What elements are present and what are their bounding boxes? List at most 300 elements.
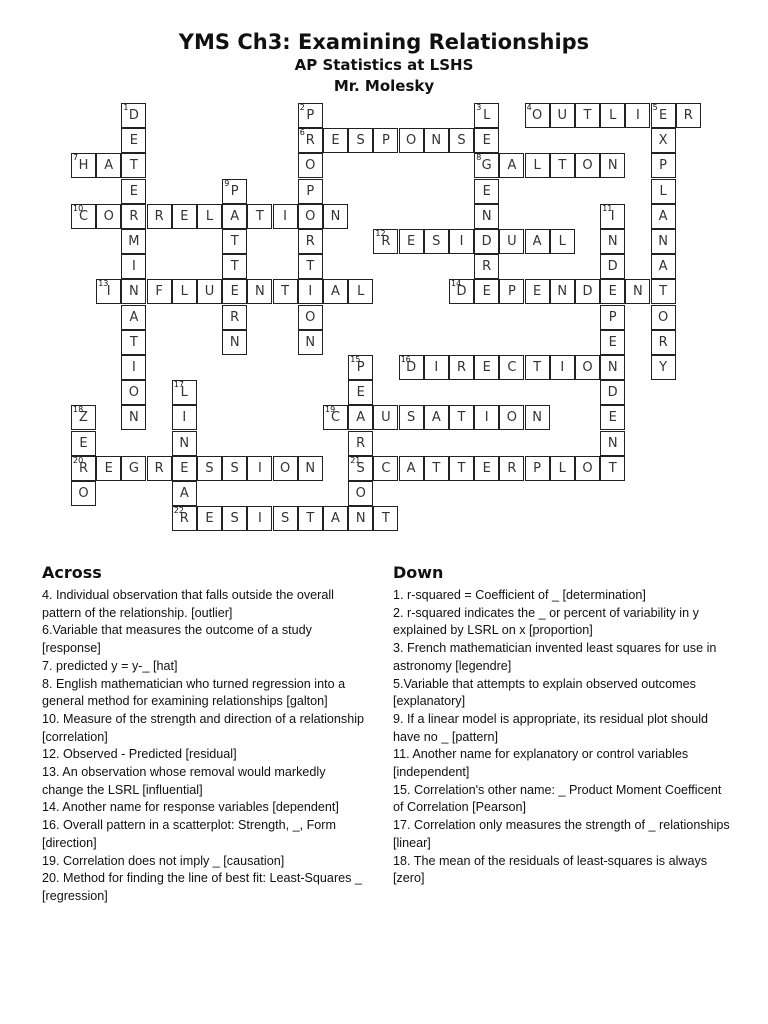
clue-number: 21 bbox=[350, 455, 361, 465]
clue-number: 14 bbox=[451, 279, 462, 289]
cell-letter: O bbox=[405, 133, 417, 149]
cell-letter: L bbox=[558, 234, 566, 249]
grid-cell[interactable] bbox=[298, 128, 323, 153]
cell-letter: L bbox=[205, 208, 214, 224]
grid-cell[interactable] bbox=[348, 380, 373, 405]
grid-cell[interactable] bbox=[373, 456, 398, 481]
cell-letter: U bbox=[557, 108, 568, 123]
grid-cell[interactable] bbox=[399, 128, 424, 153]
down-clue: 5.Variable that attempts to explain observed outcomes [explanatory] bbox=[393, 676, 696, 709]
across-clue: 14. Another name for response variables [dependent] bbox=[42, 800, 339, 815]
grid-cell[interactable] bbox=[525, 103, 550, 128]
grid-cell[interactable] bbox=[298, 229, 323, 254]
cell-letter: L bbox=[558, 460, 566, 476]
cell-letter: P bbox=[306, 108, 315, 123]
cell-letter: E bbox=[482, 183, 491, 199]
grid-cell[interactable] bbox=[525, 355, 550, 380]
grid-cell[interactable] bbox=[222, 179, 247, 204]
cell-letter: S bbox=[406, 410, 416, 426]
cell-letter: L bbox=[180, 385, 188, 401]
cell-letter: A bbox=[431, 410, 441, 426]
grid-cell[interactable] bbox=[550, 355, 575, 380]
grid-cell[interactable] bbox=[600, 204, 625, 229]
teacher-name: Mr. Molesky bbox=[333, 77, 435, 95]
page-title: YMS Ch3: Examining Relationships bbox=[178, 30, 590, 54]
clue-number: 1 bbox=[123, 103, 129, 112]
grid-cell[interactable] bbox=[600, 431, 625, 456]
grid-cell[interactable] bbox=[172, 431, 197, 456]
grid-cell[interactable] bbox=[600, 405, 625, 430]
clue-number: 6 bbox=[299, 128, 305, 138]
cell-letter: N bbox=[330, 208, 341, 224]
cell-letter: O bbox=[305, 309, 316, 325]
cell-letter: L bbox=[357, 284, 365, 300]
grid-cell[interactable] bbox=[449, 128, 474, 153]
grid-cell[interactable] bbox=[71, 456, 96, 481]
grid-cell[interactable] bbox=[474, 128, 499, 153]
cell-letter: E bbox=[230, 284, 239, 300]
grid-cell[interactable] bbox=[651, 179, 676, 204]
grid-cell[interactable] bbox=[525, 229, 550, 254]
grid-cell[interactable] bbox=[172, 380, 197, 405]
cell-letter: A bbox=[331, 284, 340, 300]
cell-letter: R bbox=[129, 208, 139, 224]
cell-letter: S bbox=[230, 460, 239, 476]
cell-letter: N bbox=[481, 208, 492, 224]
grid-cell[interactable] bbox=[197, 279, 222, 304]
grid-cell[interactable] bbox=[121, 153, 146, 178]
grid-cell[interactable] bbox=[121, 229, 146, 254]
grid-cell[interactable] bbox=[121, 204, 146, 229]
cell-letter: S bbox=[356, 133, 365, 149]
cell-letter: I bbox=[106, 284, 111, 300]
grid-cell[interactable] bbox=[298, 204, 323, 229]
grid-cell[interactable] bbox=[222, 229, 247, 254]
grid-cell[interactable] bbox=[575, 279, 600, 304]
clue-number: 10 bbox=[73, 203, 84, 213]
grid-cell[interactable] bbox=[247, 456, 272, 481]
grid-cell[interactable] bbox=[373, 229, 398, 254]
grid-cell[interactable] bbox=[575, 103, 600, 128]
grid-cell[interactable] bbox=[121, 279, 146, 304]
cell-letter: O bbox=[355, 486, 366, 501]
grid-cell[interactable] bbox=[298, 179, 323, 204]
grid-cell[interactable] bbox=[121, 380, 146, 405]
grid-cell[interactable] bbox=[298, 506, 323, 531]
grid-cell[interactable] bbox=[399, 456, 424, 481]
cell-letter: R bbox=[482, 259, 492, 275]
cell-letter: N bbox=[305, 334, 316, 350]
grid-cell[interactable] bbox=[71, 481, 96, 506]
grid-cell[interactable] bbox=[323, 506, 348, 531]
grid-cell[interactable] bbox=[298, 103, 323, 128]
grid-cell[interactable] bbox=[575, 153, 600, 178]
clue-number: 13 bbox=[98, 279, 109, 289]
cell-letter: S bbox=[457, 133, 466, 149]
cell-letter: P bbox=[230, 183, 239, 199]
grid-cell[interactable] bbox=[676, 103, 701, 128]
grid-cell[interactable] bbox=[474, 103, 499, 128]
grid-cell[interactable] bbox=[449, 279, 474, 304]
grid-cell[interactable] bbox=[373, 128, 398, 153]
cell-letter: L bbox=[483, 108, 491, 123]
grid-cell[interactable] bbox=[348, 506, 373, 531]
grid-cell[interactable] bbox=[172, 204, 197, 229]
grid-cell[interactable] bbox=[197, 204, 222, 229]
clue-number: 2 bbox=[299, 103, 305, 112]
grid-cell[interactable] bbox=[71, 431, 96, 456]
grid-cell[interactable] bbox=[449, 405, 474, 430]
clue-number: 18 bbox=[73, 405, 84, 415]
cell-letter: I bbox=[484, 410, 489, 426]
grid-cell[interactable] bbox=[625, 279, 650, 304]
grid-cell[interactable] bbox=[651, 355, 676, 380]
cell-letter: X bbox=[658, 133, 668, 149]
grid-cell[interactable] bbox=[651, 204, 676, 229]
grid-cell[interactable] bbox=[96, 153, 121, 178]
grid-cell[interactable] bbox=[651, 254, 676, 279]
cell-letter: T bbox=[381, 511, 390, 527]
grid-cell[interactable] bbox=[651, 153, 676, 178]
cell-letter: I bbox=[610, 208, 615, 224]
across-clue: 20. Method for finding the line of best fit: Least-Squares _ [regression] bbox=[42, 871, 362, 903]
grid-cell[interactable] bbox=[600, 254, 625, 279]
cell-letter: E bbox=[205, 511, 214, 527]
cell-letter: C bbox=[507, 360, 517, 375]
cell-letter: E bbox=[180, 208, 189, 224]
grid-cell[interactable] bbox=[474, 456, 499, 481]
cell-letter: P bbox=[659, 158, 668, 174]
grid-cell[interactable] bbox=[197, 456, 222, 481]
grid-cell[interactable] bbox=[298, 153, 323, 178]
grid-cell[interactable] bbox=[147, 279, 172, 304]
grid-cell[interactable] bbox=[449, 355, 474, 380]
grid-cell[interactable] bbox=[96, 279, 121, 304]
cell-letter: T bbox=[432, 460, 441, 476]
grid-cell[interactable] bbox=[222, 456, 247, 481]
across-clue: 19. Correlation does not imply _ [causation] bbox=[42, 853, 285, 868]
cell-letter: S bbox=[280, 511, 290, 527]
cell-letter: R bbox=[230, 309, 240, 325]
grid-cell[interactable] bbox=[373, 506, 398, 531]
grid-cell[interactable] bbox=[550, 103, 575, 128]
grid-cell[interactable] bbox=[525, 153, 550, 178]
cell-letter: I bbox=[434, 360, 439, 375]
cell-letter: N bbox=[229, 334, 240, 350]
cell-letter: A bbox=[129, 309, 139, 325]
down-clue: 1. r-squared = Coefficient of _ [determination] bbox=[393, 588, 646, 602]
grid-cell[interactable] bbox=[197, 506, 222, 531]
grid-cell[interactable] bbox=[273, 456, 298, 481]
grid-cell[interactable] bbox=[222, 254, 247, 279]
grid-cell[interactable] bbox=[499, 456, 524, 481]
clue-number: 16 bbox=[400, 355, 411, 364]
grid-cell[interactable] bbox=[525, 405, 550, 430]
cell-letter: I bbox=[635, 108, 640, 123]
grid-cell[interactable] bbox=[348, 279, 373, 304]
grid-cell[interactable] bbox=[172, 279, 197, 304]
cell-letter: O bbox=[582, 360, 593, 375]
cell-letter: Y bbox=[659, 360, 668, 375]
grid-cell[interactable] bbox=[651, 305, 676, 330]
grid-cell[interactable] bbox=[121, 179, 146, 204]
cell-letter: S bbox=[205, 460, 214, 476]
cell-letter: O bbox=[305, 158, 316, 174]
cell-letter: L bbox=[533, 158, 541, 174]
grid-cell[interactable] bbox=[172, 456, 197, 481]
grid-cell[interactable] bbox=[575, 355, 600, 380]
grid-cell[interactable] bbox=[424, 229, 449, 254]
cell-letter: R bbox=[78, 460, 89, 476]
grid-cell[interactable] bbox=[600, 103, 625, 128]
grid-cell[interactable] bbox=[247, 506, 272, 531]
grid-cell[interactable] bbox=[499, 355, 524, 380]
cell-letter: I bbox=[257, 511, 262, 527]
grid-cell[interactable] bbox=[222, 330, 247, 355]
grid-cell[interactable] bbox=[147, 204, 172, 229]
down-clue: 2. r-squared indicates the _ or percent of variability in y explained by LSRL on x [proportion] bbox=[393, 605, 699, 638]
cell-letter: P bbox=[533, 460, 542, 476]
grid-cell[interactable] bbox=[525, 456, 550, 481]
cell-letter: A bbox=[658, 208, 668, 224]
grid-cell[interactable] bbox=[600, 305, 625, 330]
cell-letter: R bbox=[154, 460, 164, 476]
grid-cell[interactable] bbox=[298, 305, 323, 330]
cell-letter: L bbox=[659, 183, 667, 199]
grid-cell[interactable] bbox=[550, 229, 575, 254]
grid-cell[interactable] bbox=[600, 355, 625, 380]
grid-cell[interactable] bbox=[474, 279, 499, 304]
grid-cell[interactable] bbox=[121, 355, 146, 380]
grid-cell[interactable] bbox=[499, 153, 524, 178]
grid-cell[interactable] bbox=[499, 229, 524, 254]
grid-cell[interactable] bbox=[625, 103, 650, 128]
grid-cell[interactable] bbox=[525, 279, 550, 304]
clue-number: 20 bbox=[73, 455, 84, 465]
cell-letter: N bbox=[255, 284, 265, 300]
grid-cell[interactable] bbox=[348, 355, 373, 380]
cell-letter: R bbox=[305, 234, 315, 249]
grid-cell[interactable] bbox=[71, 153, 96, 178]
cell-letter: N bbox=[607, 158, 618, 174]
cell-letter: N bbox=[658, 234, 668, 249]
grid-cell[interactable] bbox=[121, 456, 146, 481]
grid-cell[interactable] bbox=[399, 355, 424, 380]
grid-cell[interactable] bbox=[172, 506, 197, 531]
grid-cell[interactable] bbox=[651, 330, 676, 355]
cell-letter: P bbox=[356, 360, 365, 375]
grid-cell[interactable] bbox=[600, 380, 625, 405]
grid-cell[interactable] bbox=[348, 128, 373, 153]
cell-letter: R bbox=[305, 133, 315, 149]
across-clue-list bbox=[42, 587, 368, 906]
cell-letter: E bbox=[79, 435, 88, 451]
grid-cell[interactable] bbox=[600, 279, 625, 304]
grid-cell[interactable] bbox=[474, 254, 499, 279]
cell-letter: T bbox=[608, 460, 617, 476]
grid-cell[interactable] bbox=[651, 229, 676, 254]
grid-cell[interactable] bbox=[424, 456, 449, 481]
grid-cell[interactable] bbox=[348, 456, 373, 481]
cell-letter: L bbox=[180, 284, 188, 300]
cell-letter: T bbox=[659, 284, 668, 300]
cell-letter: N bbox=[557, 284, 568, 300]
grid-cell[interactable] bbox=[550, 279, 575, 304]
cell-letter: A bbox=[356, 410, 366, 426]
cell-letter: T bbox=[457, 460, 466, 476]
cell-letter: O bbox=[103, 208, 114, 224]
grid-cell[interactable] bbox=[651, 279, 676, 304]
cell-letter: T bbox=[558, 158, 567, 174]
grid-cell[interactable] bbox=[474, 405, 499, 430]
grid-cell[interactable] bbox=[323, 405, 348, 430]
cell-letter: R bbox=[356, 435, 366, 451]
grid-cell[interactable] bbox=[348, 431, 373, 456]
grid-cell[interactable] bbox=[449, 229, 474, 254]
cell-letter: E bbox=[482, 460, 491, 476]
cell-letter: I bbox=[283, 208, 288, 224]
grid-cell[interactable] bbox=[575, 456, 600, 481]
grid-cell[interactable] bbox=[121, 103, 146, 128]
grid-cell[interactable] bbox=[298, 456, 323, 481]
grid-cell[interactable] bbox=[121, 405, 146, 430]
clue-number: 15 bbox=[350, 355, 361, 364]
grid-cell[interactable] bbox=[348, 481, 373, 506]
grid-cell[interactable] bbox=[499, 279, 524, 304]
across-clues bbox=[42, 563, 368, 906]
cell-letter: U bbox=[204, 284, 215, 300]
grid-cell[interactable] bbox=[600, 153, 625, 178]
grid-cell[interactable] bbox=[323, 204, 348, 229]
cell-letter: O bbox=[582, 158, 593, 174]
across-clue: 13. An observation whose removal would markedly change the LSRL [influential] bbox=[42, 765, 326, 797]
grid-cell[interactable] bbox=[474, 153, 499, 178]
grid-cell[interactable] bbox=[424, 355, 449, 380]
cell-letter: I bbox=[308, 284, 313, 300]
cell-letter: P bbox=[381, 133, 390, 149]
down-clue: 11. Another name for explanatory or control variables [independent] bbox=[393, 747, 689, 780]
grid-cell[interactable] bbox=[96, 204, 121, 229]
cell-letter: D bbox=[607, 385, 618, 401]
cell-letter: S bbox=[230, 511, 239, 527]
down-clue-list bbox=[393, 587, 731, 888]
cell-letter: P bbox=[608, 309, 617, 325]
grid-cell[interactable] bbox=[121, 254, 146, 279]
grid-cell[interactable] bbox=[323, 279, 348, 304]
grid-cell[interactable] bbox=[71, 405, 96, 430]
grid-cell[interactable] bbox=[222, 506, 247, 531]
grid-cell[interactable] bbox=[222, 305, 247, 330]
grid-cell[interactable] bbox=[651, 103, 676, 128]
cell-letter: T bbox=[230, 259, 239, 275]
grid-cell[interactable] bbox=[96, 456, 121, 481]
grid-cell[interactable] bbox=[323, 128, 348, 153]
grid-cell[interactable] bbox=[550, 153, 575, 178]
grid-cell[interactable] bbox=[273, 204, 298, 229]
cell-letter: T bbox=[533, 360, 542, 375]
cell-letter: O bbox=[506, 410, 517, 426]
cell-letter: M bbox=[128, 234, 140, 249]
grid-cell[interactable] bbox=[550, 456, 575, 481]
grid-cell[interactable] bbox=[424, 128, 449, 153]
grid-cell[interactable] bbox=[298, 330, 323, 355]
grid-cell[interactable] bbox=[71, 204, 96, 229]
clue-number: 8 bbox=[476, 153, 482, 163]
grid-cell[interactable] bbox=[651, 128, 676, 153]
cell-letter: E bbox=[482, 284, 491, 300]
cell-letter: I bbox=[257, 460, 262, 476]
grid-cell[interactable] bbox=[424, 405, 449, 430]
grid-cell[interactable] bbox=[121, 305, 146, 330]
grid-cell[interactable] bbox=[399, 229, 424, 254]
cell-letter: I bbox=[560, 360, 565, 375]
grid-cell[interactable] bbox=[172, 481, 197, 506]
grid-cell[interactable] bbox=[449, 456, 474, 481]
cell-letter: P bbox=[507, 284, 516, 300]
grid-cell[interactable] bbox=[600, 330, 625, 355]
grid-cell[interactable] bbox=[474, 355, 499, 380]
cell-letter: E bbox=[482, 133, 491, 149]
cell-letter: S bbox=[356, 460, 365, 476]
grid-cell[interactable] bbox=[348, 405, 373, 430]
grid-cell[interactable] bbox=[247, 204, 272, 229]
cell-letter: U bbox=[507, 234, 517, 249]
grid-cell[interactable] bbox=[147, 456, 172, 481]
cell-letter: O bbox=[279, 460, 291, 476]
cell-letter: I bbox=[182, 410, 187, 426]
cell-letter: E bbox=[532, 284, 542, 300]
cell-letter: R bbox=[456, 360, 467, 375]
grid-cell[interactable] bbox=[373, 405, 398, 430]
cell-letter: U bbox=[381, 410, 391, 426]
cell-letter: E bbox=[608, 284, 617, 300]
cell-letter: Z bbox=[79, 410, 88, 426]
cell-letter: D bbox=[607, 259, 618, 275]
across-clue: 6.Variable that measures the outcome of a study [response] bbox=[42, 623, 312, 656]
grid-cell[interactable] bbox=[273, 506, 298, 531]
cell-letter: T bbox=[306, 259, 315, 275]
cell-letter: S bbox=[432, 234, 441, 249]
grid-cell[interactable] bbox=[298, 254, 323, 279]
grid-cell[interactable] bbox=[273, 279, 298, 304]
cell-letter: A bbox=[658, 259, 668, 275]
clue-number: 11 bbox=[602, 203, 613, 213]
cell-letter: N bbox=[607, 360, 618, 375]
grid-cell[interactable] bbox=[474, 204, 499, 229]
cell-letter: O bbox=[128, 385, 139, 401]
cell-letter: T bbox=[306, 511, 315, 527]
cell-letter: N bbox=[129, 410, 139, 426]
clue-number: 19 bbox=[325, 405, 336, 415]
cell-letter: R bbox=[179, 511, 189, 527]
grid-cell[interactable] bbox=[121, 330, 146, 355]
grid-cell[interactable] bbox=[121, 128, 146, 153]
grid-cell[interactable] bbox=[222, 204, 247, 229]
grid-cell[interactable] bbox=[474, 179, 499, 204]
grid-cell[interactable] bbox=[298, 279, 323, 304]
grid-cell[interactable] bbox=[222, 279, 247, 304]
grid-cell[interactable] bbox=[600, 229, 625, 254]
cell-letter: N bbox=[607, 435, 618, 451]
grid-cell[interactable] bbox=[499, 405, 524, 430]
grid-cell[interactable] bbox=[247, 279, 272, 304]
grid-cell[interactable] bbox=[474, 229, 499, 254]
grid-cell[interactable] bbox=[172, 405, 197, 430]
grid-cell[interactable] bbox=[399, 405, 424, 430]
grid-cell[interactable] bbox=[600, 456, 625, 481]
cell-letter: N bbox=[633, 284, 643, 300]
page-subtitle: AP Statistics at LSHS bbox=[294, 56, 474, 74]
